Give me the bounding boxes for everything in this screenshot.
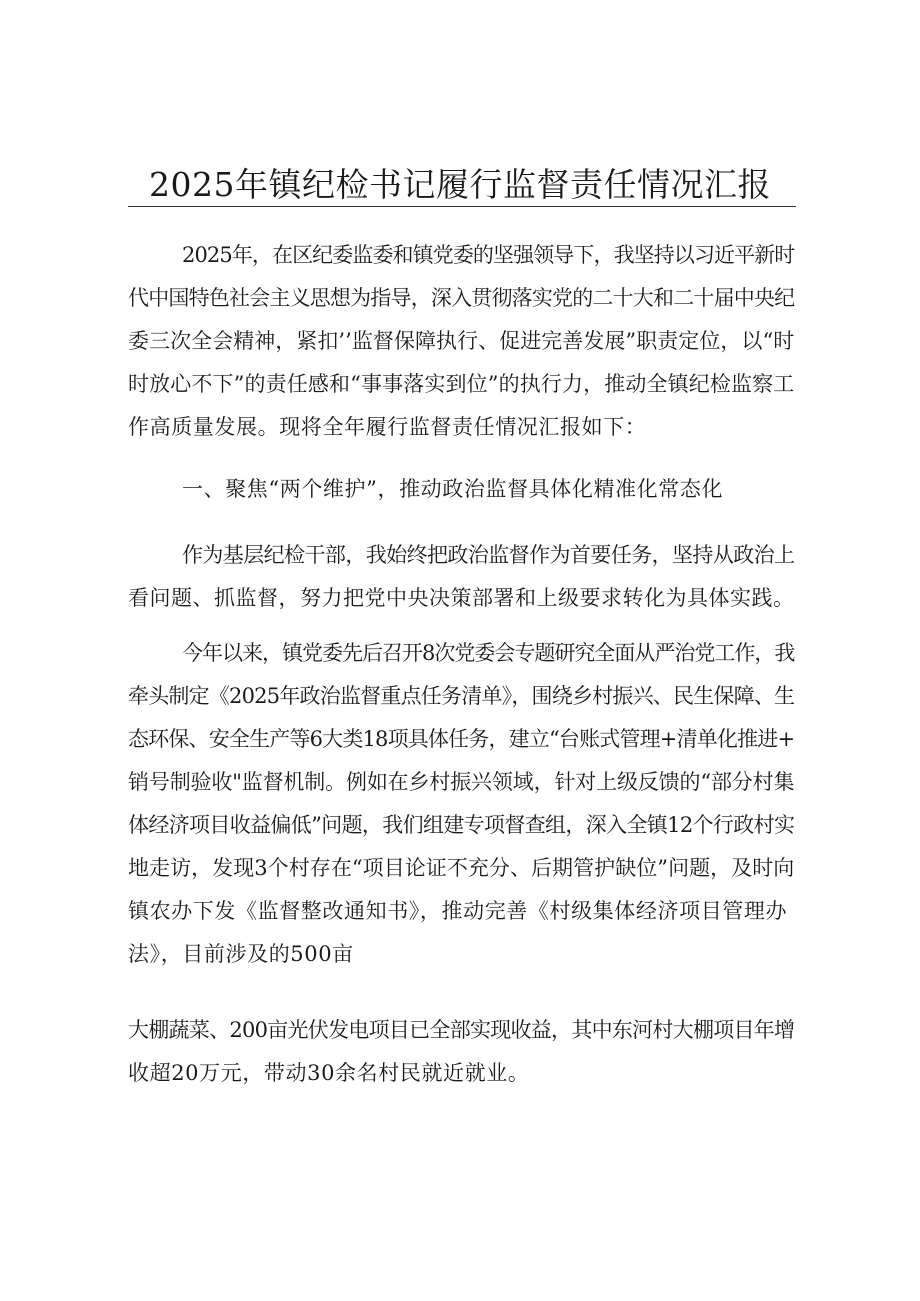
paragraph-line: 收超20万元，带动30余名村民就近就业。 [128,1061,530,1085]
section-heading: 一、聚焦“两个维护”，推动政治监督具体化精准化常态化 [182,477,724,501]
title-underline [128,206,796,207]
document-title: 2025年镇纪检书记履行监督责任情况汇报 [149,165,771,204]
intro-paragraph [128,234,796,449]
paragraph-line: 代中国特色社会主义思想为指导，深入贯彻落实党的二十大和二十届中央纪 [128,286,795,310]
paragraph-line: 作为基层纪检干部，我始终把政治监督作为首要任务，坚持从政治上 [182,543,795,567]
paragraph-line: 大棚蔬菜、200亩光伏发电项目已全部实现收益，其中东河村大棚项目年增 [128,1018,795,1042]
paragraph-line: 今年以来，镇党委先后召开8次党委会专题研究全面从严治党工作，我 [182,641,795,665]
paragraph-line: 态环保、安全生产等6大类18项具体任务，建立“台账式管理+清单化推进+ [128,727,795,751]
paragraph-line: 时放心不下”的责任感和“事事落实到位”的执行力，推动全镇纪检监察工 [128,372,795,396]
paragraph-line: 牵头制定《2025年政治监督重点任务清单》，围绕乡村振兴、民生保障、生 [128,684,795,708]
paragraph-line: 销号制验收"监督机制。例如在乡村振兴领域，针对上级反馈的“部分村集 [128,770,795,794]
paragraph-line: 体经济项目收益偏低”问题，我们组建专项督查组，深入全镇12个行政村实 [128,813,795,837]
paragraph-line: 地走访，发现3个村存在“项目论证不充分、后期管护缺位”问题，及时向 [128,856,795,880]
paragraph-line: 法》，目前涉及的500亩 [128,942,354,966]
paragraph-line: 2025年，在区纪委监委和镇党委的坚强领导下，我坚持以习近平新时 [182,243,795,267]
paragraph-line: 委三次全会精神，紧扣’’监督保障执行、促进完善发展”职责定位，以“时 [128,329,795,353]
paragraph-line: 镇农办下发《监督整改通知书》，推动完善《村级集体经济项目管理办 [128,899,788,923]
paragraph-line: 看问题、抓监督，努力把党中央决策部署和上级要求转化为具体实践。 [128,586,795,610]
section-paragraph [128,1009,796,1095]
paragraph-line: 作高质量发展。现将全年履行监督责任情况汇报如下： [128,415,647,439]
section-paragraph [128,534,796,620]
section-paragraph [128,632,796,976]
